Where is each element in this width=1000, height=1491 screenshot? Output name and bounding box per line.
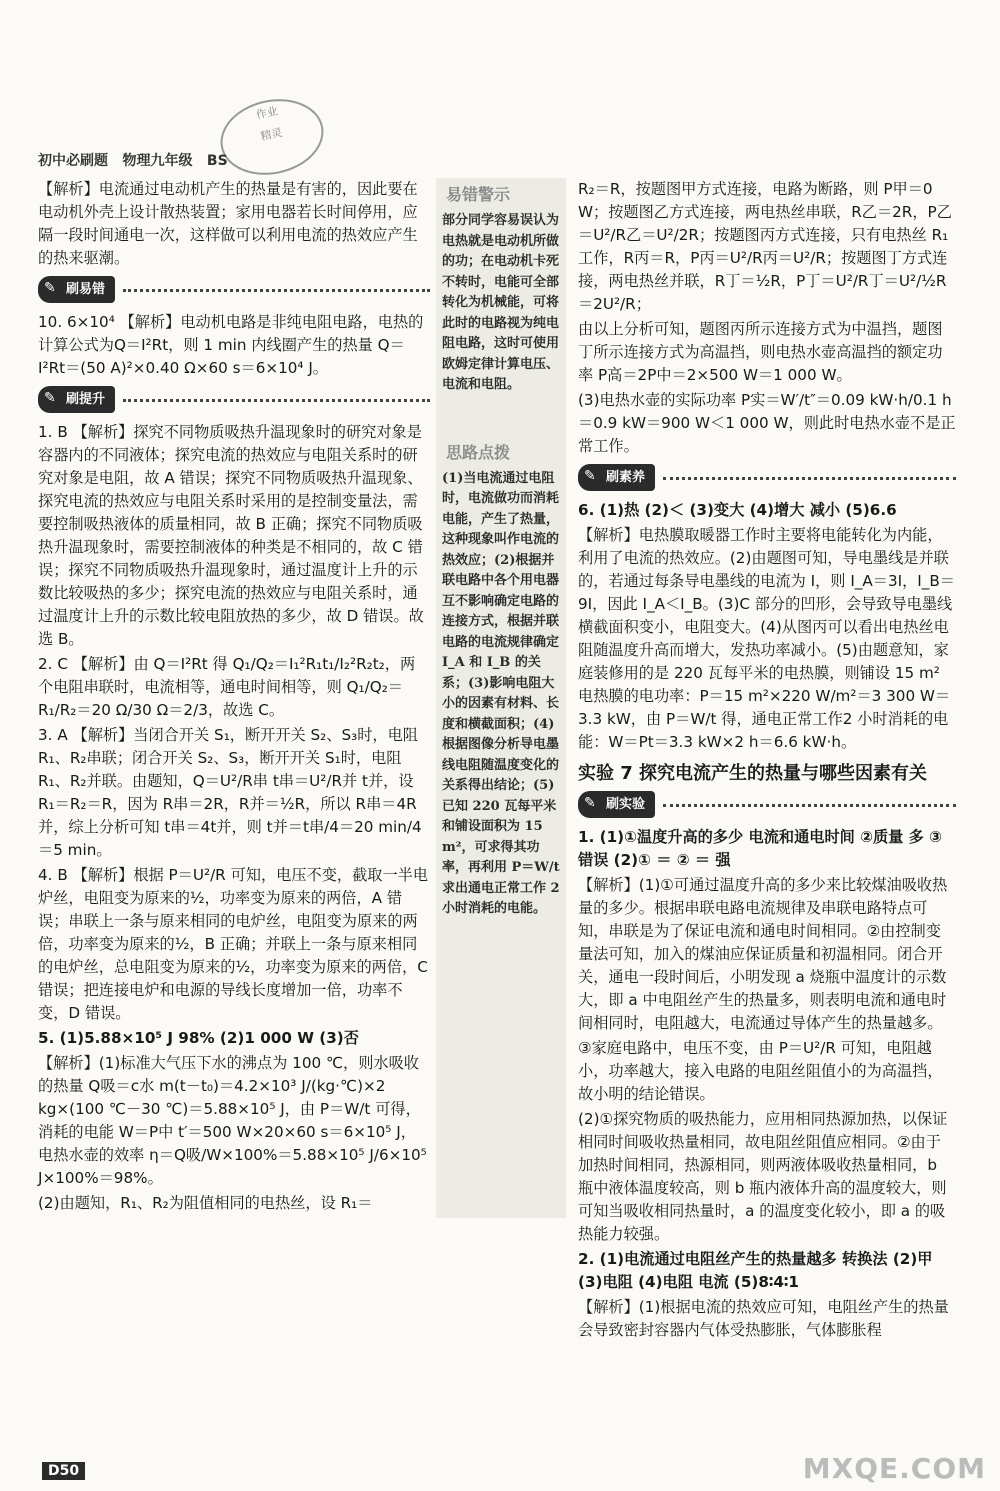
exp-1-analysis: 【解析】(1)①可通过温度升高的多少来比较煤油吸收热量的多少。根据串联电路电流规律及串联电路特点可知，串联是为了保证电流和通电时间相同。②由控制变量法可知，加入的煤油应保证质量和初温相同。闭合开关，通电一段时间后，小明发现 a 烧瓶中温度计的示数大，即 a 中电阻丝产生的热量多，则表明电流和通电时间相同时，电阻越大，电流通过导体产生的热量越多。 bbox=[578, 876, 948, 1032]
q5-continued: R₂＝R，按题图甲方式连接，电路为断路，则 P甲＝0 W；按题图乙方式连接，两电热丝串联，R乙＝2R，P乙＝U²/R乙＝U²/2R；按题图丙方式连接，只有电热丝 R₁工作，R丙＝R，P丙＝U²/R丙＝U²/R；按题图丁方式连接，两电热丝并联，R丁＝½R，P丁＝U²/R丁＝U²/½R＝2U²/R； bbox=[578, 180, 952, 313]
question-5-analysis: 【解析】(1)标准大气压下水的沸点为 100 ℃，则水吸收的热量 Q吸＝c水 m(t－t₀)＝4.2×10³ J/(kg·℃)×2 kg×(100 ℃－30 ℃)＝5.88×10⁵ J，由 P＝W/t 可得，消耗的电能 W＝P中 t′＝500 W×20×60 s＝6×10⁵ J，电热水壶的效率 η＝Q吸/W×100%＝5.88×10⁵ J/6×10⁵ J×100%＝98%。 bbox=[38, 1054, 427, 1187]
section-badge: ✎ 刷实验 bbox=[578, 791, 655, 818]
page-header bbox=[38, 150, 238, 170]
exp-1-part3: ③家庭电路中，电压不变，由 P＝U²/R 可知，电阻越小，功率越大，接入电路的电阻丝阻值小的为高温挡，故小明的结论错误。 bbox=[578, 1039, 943, 1103]
subject-name: 物理九年级 bbox=[122, 153, 193, 169]
question-5-part2: (2)由题知，R₁、R₂为阻值相同的电热丝，设 R₁＝ bbox=[38, 1194, 373, 1212]
note-hints: (1)当电流通过电阻时，电流做功而消耗电能，产生了热量，这种现象叫作电流的热效应；(2)根据并联电路中各个用电器互不影响确定电路的连接方式，根据并联电路的电流规律确定 I_A 和 I_B 的关系；(3)影响电阻大小的因素有材料、长度和横截面积；(4)根据图像分析导电墨线电阻随温度变化的关系得出结论；(5)已知 220 瓦每平米和铺设面积为 15 m²，可求得其功率，再利用 P＝W/t 求出通电正常工作 2 小时消耗的电能。 bbox=[442, 470, 560, 916]
section-experiment bbox=[578, 791, 956, 818]
exp-2-answer: 2. (1)电流通过电阻丝产生的热量越多 转换法 (2)甲 (3)电阻 (4)电阻 电流 (5)8∶4∶1 bbox=[578, 1250, 933, 1291]
section-divider bbox=[123, 398, 430, 402]
q5-part3: (3)电热水壶的实际功率 P实＝W′/t″＝0.09 kW·h/0.1 h＝0.9 kW＝900 W＜1 000 W，则此时电热水壶不是正常工作。 bbox=[578, 391, 956, 455]
question-2: 2. C 【解析】由 Q＝I²Rt 得 Q₁/Q₂＝I₁²R₁t₁/I₂²R₂t₂，两个电阻串联时，电流相等，通电时间相等，则 Q₁/Q₂＝R₁/R₂＝20 Ω/30 Ω＝2/3，故选 C。 bbox=[38, 655, 416, 719]
section-badge: ✎ 刷提升 bbox=[38, 386, 115, 413]
note-title-hints: 思路点拨 bbox=[446, 442, 511, 462]
section-improve bbox=[38, 386, 430, 413]
watermark: MXQE.COM bbox=[802, 1452, 986, 1485]
question-1: 1. B 【解析】探究不同物质吸热升温现象时的研究对象是容器内的不同液体；探究电流的热效应与电阻关系时的研究对象是电阻，故 A 错误；探究不同物质吸热升温现象、探究电流的热效应与电阻关系时采用的是控制变量法，需要控制吸热液体的质量相同，故 B 正确；探究不同物质吸热升温现象时，需要控制液体的种类是不相同的，故 C 错误；探究不同物质吸热升温现象时，通过温度计上升的示数比较吸热的多少；探究电流的热效应与电阻关系时，通过温度计上升的示数比较电阻放热的多少，故 D 错误。故选 B。 bbox=[38, 423, 424, 648]
note-errors: 部分同学容易误认为电热就是电动机所做的功；在电动机卡死不转时，电能可全部转化为机械能，可将此时的电路视为纯电阻电路，这时可使用欧姆定律计算电压、电流和电阻。 bbox=[442, 213, 560, 392]
section-errors bbox=[38, 276, 430, 303]
q5-conclusion: 由以上分析可知，题图丙所示连接方式为中温挡，题图丁所示连接方式为高温挡，则电热水壶高温挡的额定功率 P高＝2P中＝2×500 W＝1 000 W。 bbox=[578, 320, 943, 384]
edition: BS bbox=[206, 153, 228, 169]
section-literacy bbox=[578, 464, 956, 491]
section-divider bbox=[663, 476, 956, 480]
right-column bbox=[578, 178, 956, 1344]
left-column bbox=[38, 178, 430, 1217]
section-badge: ✎ 刷素养 bbox=[578, 464, 655, 491]
stamp-line1: 作业 bbox=[254, 104, 280, 122]
exp-1-answer: 1. (1)①温度升高的多少 电流和通电时间 ②质量 多 ③错误 (2)① ＝ ② ＝ 强 bbox=[578, 828, 942, 869]
side-notes bbox=[436, 178, 566, 1218]
question-3: 3. A 【解析】当闭合开关 S₁，断开开关 S₂、S₃时，电阻 R₁、R₂串联；闭合开关 S₂、S₃，断开开关 S₁时，电阻 R₁、R₂并联。由题知，Q＝U²/R串 t串＝U²/R并 t并，设 R₁＝R₂＝R，因为 R串＝2R，R并＝½R，所以 R串＝4R并，综上分析可知 t串＝4t并，则 t并＝t串/4＝20 min/4＝5 min。 bbox=[38, 726, 422, 859]
experiment-title: 实验 7 探究电流产生的热量与哪些因素有关 bbox=[578, 763, 928, 784]
exp-1-part2: (2)①探究物质的吸热能力，应用相同热源加热，以保证相同时间吸收热量相同，故电阻丝阻值应相同。②由于加热时间相同，热源相同，则两液体吸收热量相同，b 瓶中液体温度较高，则 b 瓶内液体升高的温度较大，则可知当吸收相同热量时，a 的温度变化较小，即 a 的吸热能力较强。 bbox=[578, 1110, 948, 1243]
stamp-line2: 精灵 bbox=[259, 125, 284, 144]
question-6-answer: 6. (1)热 (2)＜ (3)变大 (4)增大 减小 (5)6.6 bbox=[578, 501, 897, 519]
question-4: 4. B 【解析】根据 P＝U²/R 可知，电压不变，截取一半电炉丝，电阻变为原来的½，功率变为原来的两倍，A 错误；串联上一条与原来相同的电炉丝，电阻变为原来的两倍，功率变为原来的½，B 正确；并联上一条与原来相同的电炉丝，总电阻变为原来的½，功率变为原来的两倍，C 错误；把连接电炉和电源的导线长度增加一倍，功率不变，D 错误。 bbox=[38, 866, 429, 1022]
section-divider bbox=[123, 288, 430, 292]
question-6-analysis: 【解析】电热膜取暖器工作时主要将电能转化为内能，利用了电流的热效应。(2)由题图可知，导电墨线是并联的，若通过每条导电墨线的电流为 I，则 I_A＝3I，I_B＝9I，因此 I_A＜I_B。(3)C 部分的凹形，会导致导电墨线横截面积变小，电阻变大。(4)从图丙可以看出电热丝电阻随温度升高而增大，发热功率减小。(5)由题意知，家庭装修用的是 220 瓦每平米的电热膜，则铺设 15 m² 电热膜的电功率：P＝15 m²×220 W/m²＝3 300 W＝3.3 kW，由 P＝W/t 得，通电正常工作2 小时消耗的电能：W＝Pt＝3.3 kW×2 h＝6.6 kW·h。 bbox=[578, 526, 955, 751]
page-number: D50 bbox=[42, 1462, 85, 1480]
section-divider bbox=[663, 803, 956, 807]
question-5-answer: 5. (1)5.88×10⁵ J 98% (2)1 000 W (3)否 bbox=[38, 1029, 359, 1047]
note-title-errors: 易错警示 bbox=[446, 185, 511, 204]
section-badge: ✎ 刷易错 bbox=[38, 276, 115, 303]
book-name: 初中必刷题 bbox=[38, 153, 108, 169]
exp-2-analysis: 【解析】(1)根据电流的热效应可知，电阻丝产生的热量会导致密封容器内气体受热膨胀，气体膨胀程 bbox=[578, 1298, 949, 1339]
question-10: 10. 6×10⁴ 【解析】电动机电路是非纯电阻电路，电热的计算公式为Q＝I²Rt，则 1 min 内线圈产生的热量 Q＝I²Rt＝(50 A)²×0.40 Ω×60 s＝6×10⁴ J。 bbox=[38, 313, 424, 377]
intro-analysis: 【解析】电流通过电动机产生的热量是有害的，因此要在电动机外壳上设计散热装置；家用电器若长时间停用，应隔一段时间通电一次，这样做可以利用电流的热效应产生的热来驱潮。 bbox=[38, 180, 418, 267]
